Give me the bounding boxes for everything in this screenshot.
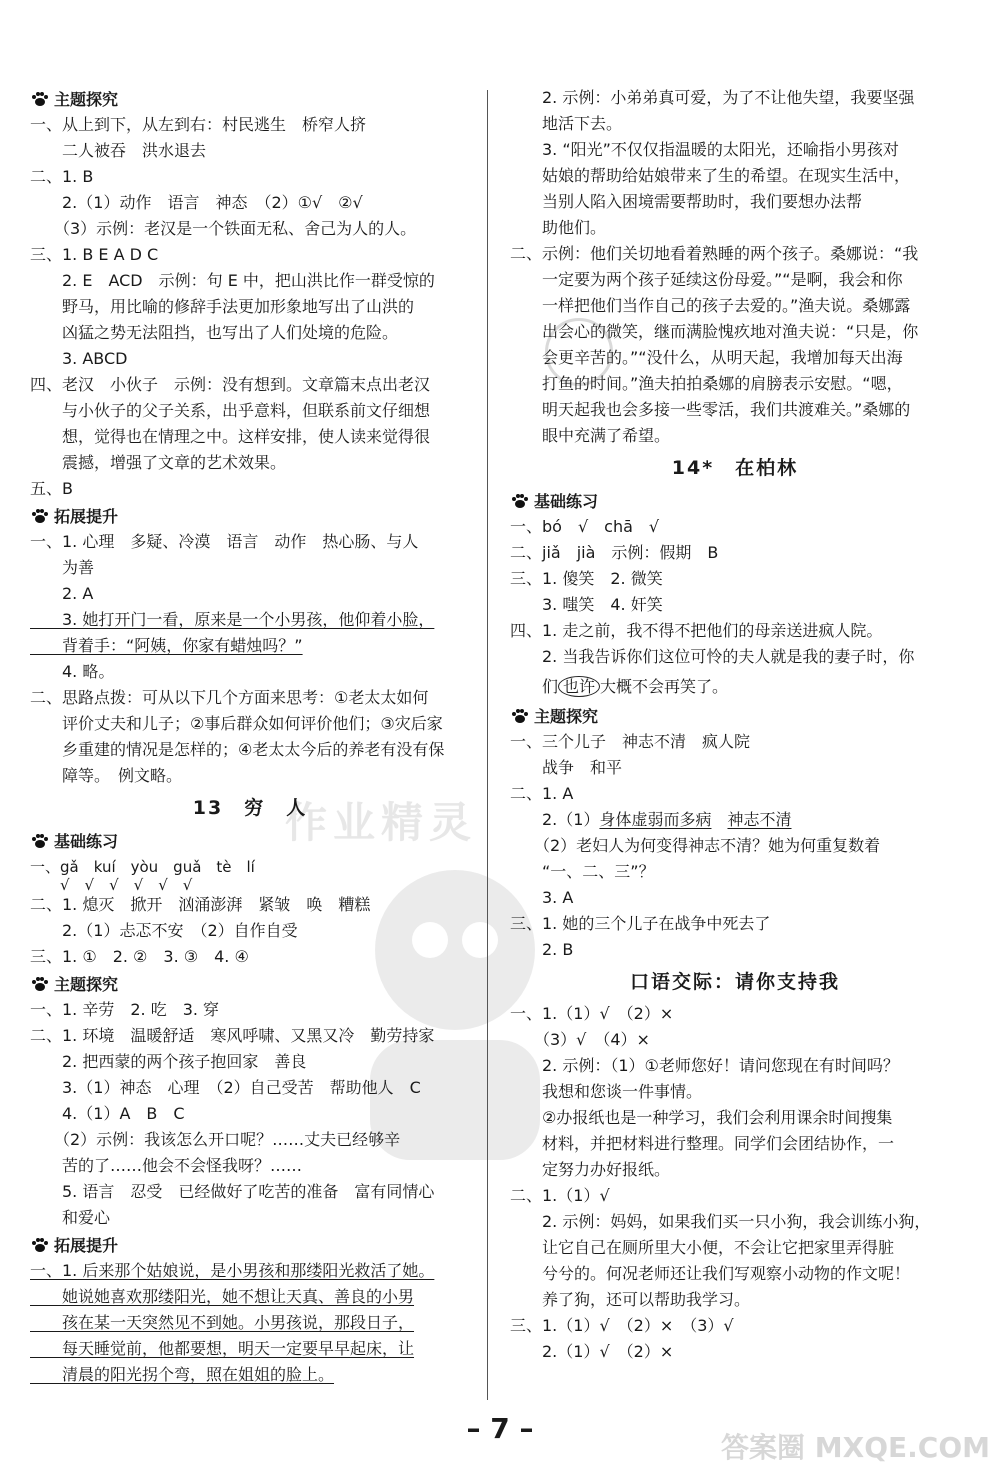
answer-line: 3. “阳光”不仅仅指温暖的太阳光，还喻指小男孩对 [510,140,899,159]
answer-line: 清晨的阳光拐个弯，照在姐姐的脸上。 [30,1365,335,1384]
answer-line: 震撼，增强了文章的艺术效果。 [30,453,287,472]
answer-line: 野马，用比喻的修辞手法更加形象地写出了山洪的 [30,297,415,316]
section-heading-label: 主题探究 [534,707,599,726]
lesson-title: 13 穷 人 [192,797,308,819]
answer-line: 材料，并把材料进行整理。同学们会团结协作，一 [510,1134,895,1153]
circled-text: 也许 [558,676,600,697]
answer-line: 2.（1）√ （2）× [510,1342,674,1361]
answer-line: 3. A [510,888,574,907]
answer-line: 4.（1）A B C [30,1104,185,1123]
answer-line: 四、1. 走之前，我不得不把他们的母亲送进疯人院。 [510,621,883,640]
answer-line: 3.（1）神态 心理 （2）自己受苦 帮助他人 C [30,1078,421,1097]
answer-line: 二、1. 熄灭 掀开 汹涌澎湃 紧皱 唤 糟糕 [30,895,371,914]
answer-line: “一、二、三”？ [510,862,655,881]
answer-line: 一、1.（1）√ （2）× [510,1004,674,1023]
answer-text: 大概不会再笑了。 [600,677,729,696]
answer-line: 2. 把西蒙的两个孩子抱回家 善良 [30,1052,307,1071]
answer-line: 一、1. 心理 多疑、冷漠 语言 动作 热心肠、与人 [30,532,419,551]
answer-line: 孩在某一天突然见不到她。小男孩说，那段日子， [30,1313,415,1332]
paw-icon [510,708,530,724]
answer-line: 三、1. ① 2. ② 3. ③ 4. ④ [30,947,249,966]
answer-line: 2.（1）动作 语言 神态 （2）①√ ②√ [30,193,363,212]
answer-line: 一、bó √ chā √ [510,517,660,536]
section-heading [30,972,118,998]
answer-line: 养了狗，还可以帮助我学习。 [510,1290,751,1309]
answer-line: 2. B [510,940,574,959]
page-number: – 7 – [466,1412,534,1445]
answer-line: 与小伙子的父子关系，出乎意料，但联系前文仔细想 [30,401,431,420]
answer-text [711,810,727,829]
answer-line: 一、三个儿子 神志不清 疯人院 [510,732,751,751]
answer-line: 2. E ACD 示例：句 E 中，把山洪比作一群受惊的 [30,271,435,290]
paw-icon [30,1237,50,1253]
answer-line: 二、1. B [30,167,94,186]
answer-line: 3. 她打开门一看，原来是一个小男孩，他仰着小脸， [30,610,435,629]
answer-text: 2.（1） [510,810,600,829]
answer-line: 出会心的微笑，继而满脸愧疚地对渔夫说：“只是，你 [510,322,919,341]
answer-line [510,674,728,700]
answer-line: 二、1. 环境 温暖舒适 寒风呼啸、又黑又冷 勤劳持家 [30,1026,435,1045]
answer-line: 助他们。 [510,218,607,237]
answer-line: 2. 示例：（1）①老师您好！请问您现在有时间吗？ [510,1056,899,1075]
answer-line: （2）示例：我该怎么开口呢？……丈夫已经够辛 [30,1130,401,1149]
pinyin-line: 一、gǎ kuí yòu guǎ tè lí [30,858,255,876]
answer-line: 明天起我也会多接一些零活，我们共渡难关。”桑娜的 [510,400,911,419]
answer-line: 姑娘的帮助给姑娘带来了生的希望。在现实生活中， [510,166,911,185]
section-heading [30,1233,118,1259]
section-heading-label: 基础练习 [534,492,599,511]
answer-line: 评价丈夫和儿子；②事后群众如何评价他们；③灾后家 [30,714,443,733]
answer-line: 3. ABCD [30,349,128,368]
answer-line: 想，觉得也在情理之中。这样安排，使人读来觉得很 [30,427,431,446]
section-heading-label: 主题探究 [54,975,119,994]
answer-line: 一样把他们当作自己的孩子去爱的。”渔夫说。桑娜露 [510,296,911,315]
answer-line: 五、B [30,479,73,498]
answer-line: 二、示例：他们关切地看着熟睡的两个孩子。桑娜说：“我 [510,244,919,263]
answer-line: 和爱心 [30,1208,111,1227]
answer-line: 三、1. B E A D C [30,245,159,264]
answer-line: 三、1. 傻笑 2. 微笑 [510,569,663,588]
answer-line: 2. 示例：妈妈，如果我们买一只小狗，我会训练小狗， [510,1212,931,1231]
answer-line: 苦的了……他会不会怪我呀？…… [30,1156,303,1175]
section-heading [30,504,118,530]
answer-line: 一、1. 后来那个姑娘说，是小男孩和那缕阳光救活了她。 [30,1261,435,1280]
paw-icon [510,493,530,509]
answer-line: 我想和您谈一件事情。 [510,1082,703,1101]
answer-line: 四、老汉 小伙子 示例：没有想到。文章篇末点出老汉 [30,375,431,394]
answer-line: （2）老妇人为何变得神志不清？她为何重复数着 [510,836,881,855]
answer-line: 打鱼的时间。”渔夫拍拍桑娜的肩膀表示安慰。“嗯， [510,374,903,393]
answer-line: ②办报纸也是一种学习，我们会利用课余时间搜集 [510,1108,893,1127]
column-divider [487,90,488,1400]
answer-line: 一定要为两个孩子延续这份母爱。”“是啊，我会和你 [510,270,903,289]
answer-line: （3）√ （4）× [510,1030,650,1049]
answer-line: 定努力办好报纸。 [510,1160,671,1179]
answer-line: 战争 和平 [510,758,623,777]
answer-line: 她说她喜欢那缕阳光，她不想让天真、善良的小男 [30,1287,415,1306]
section-heading-label: 主题探究 [54,90,119,109]
section-heading [510,489,598,515]
watermark-text: 作业精灵 [285,798,478,847]
answer-line: 5. 语言 忍受 已经做好了吃苦的准备 富有同情心 [30,1182,435,1201]
answer-line: 让它自己在厕所里大小便，不会让它把家里弄得脏 [510,1238,895,1257]
answer-line: 二、1. A [510,784,574,803]
answer-line: 背着手：“阿姨，你家有蜡烛吗？” [30,636,303,655]
answer-line: 2. A [30,584,94,603]
answer-line: 二、思路点拨：可从以下几个方面来思考：①老太太如何 [30,688,429,707]
answer-line: 兮兮的。何况老师还让我们写观察小动物的作文呢！ [510,1264,911,1283]
answer-text: 们 [510,677,559,696]
answer-line: 凶猛之势无法阻挡，也写出了人们处境的危险。 [30,323,399,342]
answer-line: 为善 [30,558,95,577]
paw-icon [30,508,50,524]
answer-line: 2.（1）忐忑不安 （2）自作自受 [30,921,298,940]
answer-line: 一、从上到下，从左到右：村民逃生 桥窄人挤 [30,115,367,134]
lesson-title: 口语交际：请你支持我 [629,971,840,993]
answer-line: （3）示例：老汉是一个铁面无私、舍己为人的人。 [30,219,417,238]
paw-icon [30,976,50,992]
underlined-text: 神志不清 [727,810,792,829]
section-heading-label: 基础练习 [54,832,119,851]
underlined-text: 身体虚弱而多病 [599,810,712,829]
answer-line: 当别人陷入困境需要帮助时，我们要想办法帮 [510,192,863,211]
section-heading [510,704,598,730]
answer-line: 地活下去。 [510,114,623,133]
answer-line: 4. 略。 [30,662,115,681]
answer-line: 三、1. 她的三个儿子在战争中死去了 [510,914,771,933]
answer-line: 眼中充满了希望。 [510,426,671,445]
answer-line: 2. 示例：小弟弟真可爱，为了不让他失望，我要坚强 [510,88,915,107]
tick-line: √ √ √ √ √ √ [30,876,193,894]
answer-line: 每天睡觉前，他都要想，明天一定要早早起床，让 [30,1339,415,1358]
paw-icon [30,833,50,849]
answer-line: 一、1. 辛劳 2. 吃 3. 穿 [30,1000,220,1019]
section-heading [30,829,118,855]
answer-line: 二、jiǎ jià 示例：假期 B [510,543,719,562]
answer-line: 二、1.（1）√ [510,1186,610,1205]
answer-line: 乡重建的情况是怎样的；④老太太今后的养老有没有保 [30,740,445,759]
answer-line [510,807,792,833]
lesson-title: 14* 在柏林 [671,457,799,479]
section-heading [30,87,118,113]
answer-line: 二人被吞 洪水退去 [30,141,207,160]
paw-icon [30,91,50,107]
answer-line: 3. 嗤笑 4. 奸笑 [510,595,663,614]
answer-line: 障等。 例文略。 [30,766,183,785]
brand-watermark: 答案圈 MXQE.COM [721,1431,990,1464]
answer-line: 会更辛苦的。”“没什么，从明天起，我增加每天出海 [510,348,903,367]
section-heading-label: 拓展提升 [54,1236,119,1255]
section-heading-label: 拓展提升 [54,507,119,526]
answer-line: 2. 当我告诉你们这位可怜的夫人就是我的妻子时，你 [510,647,915,666]
answer-line: 三、1.（1）√ （2）× （3）√ [510,1316,734,1335]
